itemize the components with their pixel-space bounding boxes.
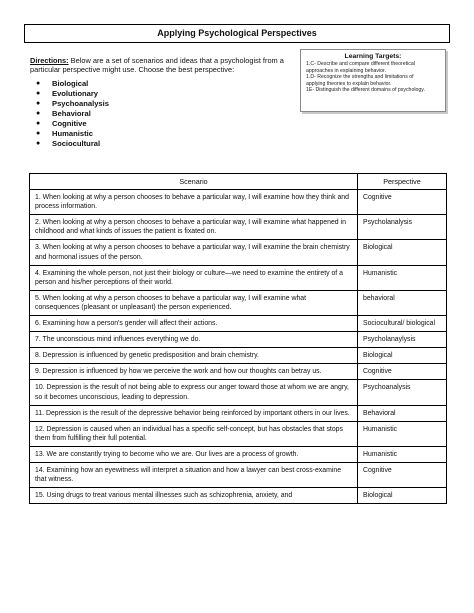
scenario-cell: 2. When looking at why a person chooses to behave a particular way, I will examine what happened in childhood and what kinds of issues the patient is fixated on. bbox=[30, 215, 358, 240]
bullet-icon: ● bbox=[36, 119, 41, 127]
bullet-icon: ● bbox=[36, 129, 41, 137]
perspective-list bbox=[36, 79, 300, 149]
perspective-label: Sociocultural bbox=[52, 138, 101, 148]
scenario-table bbox=[29, 173, 447, 504]
perspective-cell: behavioral bbox=[358, 290, 447, 315]
perspective-cell: Behavioral bbox=[358, 405, 447, 421]
perspective-cell: Humanistic bbox=[358, 446, 447, 462]
learning-target-line: 1.C- Describe and compare different theoretical bbox=[306, 61, 415, 67]
table-row bbox=[30, 380, 447, 405]
perspective-label: Cognitive bbox=[52, 118, 87, 128]
scenario-cell: 3. When looking at why a person chooses to behave a particular way, I will examine the brain chemistry and hormonal issues of the person. bbox=[30, 240, 358, 265]
perspective-item bbox=[36, 129, 300, 139]
scenario-cell: 11. Depression is the result of the depressive behavior being reinforced by important others in our lives. bbox=[30, 405, 358, 421]
directions-body: Below are a set of scenarios and ideas that a psychologist from a particular perspective might use. Choose the best perspective: bbox=[30, 56, 284, 75]
table-row bbox=[30, 215, 447, 240]
perspective-cell: Biological bbox=[358, 240, 447, 265]
table-row bbox=[30, 421, 447, 446]
perspective-item bbox=[36, 99, 300, 109]
perspective-label: Behavioral bbox=[52, 108, 91, 118]
table-row bbox=[30, 364, 447, 380]
perspective-label: Biological bbox=[52, 78, 89, 88]
table-row bbox=[30, 488, 447, 504]
learning-target-line: applying theories to explain behavior. bbox=[306, 80, 392, 87]
scenario-cell: 5. When looking at why a person chooses to behave a particular way, I will examine what consequences (pleasant or unpleasant) the person experienced. bbox=[30, 290, 358, 315]
scenario-cell: 1. When looking at why a person chooses to behave a particular way, I will examine how they think and process information. bbox=[30, 190, 358, 215]
perspective-label: Psychoanalysis bbox=[52, 98, 109, 108]
perspective-cell: Biological bbox=[358, 348, 447, 364]
learning-target-line: 1.D- Recognize the strengths and limitations of bbox=[306, 74, 414, 80]
scenario-cell: 4. Examining the whole person, not just their biology or culture—we need to examine the entirety of a person and his/her perceptions of their world. bbox=[30, 265, 358, 290]
table-row bbox=[30, 265, 447, 290]
table-row bbox=[30, 446, 447, 462]
perspective-cell: Cognitive bbox=[358, 364, 447, 380]
perspective-item bbox=[36, 109, 300, 119]
table-header-row bbox=[30, 174, 447, 190]
bullet-icon: ● bbox=[36, 79, 41, 87]
table-row bbox=[30, 290, 447, 315]
table-row bbox=[30, 348, 447, 364]
scenario-cell: 8. Depression is influenced by genetic predisposition and brain chemistry. bbox=[30, 348, 358, 364]
scenario-cell: 14. Examining how an eyewitness will interpret a situation and how a lawyer can best cross-examine that witness. bbox=[30, 462, 358, 487]
table-body bbox=[30, 190, 447, 504]
scenario-cell: 7. The unconscious mind influences everything we do. bbox=[30, 332, 358, 348]
scenario-cell: 9. Depression is influenced by how we perceive the work and how our thoughts can betray us. bbox=[30, 364, 358, 380]
perspective-cell: Sociocultural/ biological bbox=[358, 316, 447, 332]
table-row bbox=[30, 332, 447, 348]
table-row bbox=[30, 405, 447, 421]
perspective-label: Evolutionary bbox=[52, 88, 98, 98]
directions-block bbox=[30, 56, 300, 149]
learning-targets-title: Learning Targets: bbox=[344, 53, 402, 60]
perspective-item bbox=[36, 79, 300, 89]
learning-target-line: approaches in explaining behavior. bbox=[306, 67, 386, 74]
scenario-cell: 13. We are constantly trying to become who we are. Our lives are a process of growth. bbox=[30, 446, 358, 462]
table-row bbox=[30, 316, 447, 332]
perspective-cell: Psycholanaylysis bbox=[358, 332, 447, 348]
perspective-cell: Humanistic bbox=[358, 265, 447, 290]
directions-label: Directions: bbox=[30, 56, 69, 65]
perspective-cell: Cognitive bbox=[358, 190, 447, 215]
perspective-cell: Humanistic bbox=[358, 421, 447, 446]
directions-text bbox=[30, 56, 300, 75]
scenario-cell: 12. Depression is caused when an individual has a specific self-concept, but has obstacles that stops them from fulfilling their full potential. bbox=[30, 421, 358, 446]
bullet-icon: ● bbox=[36, 99, 41, 107]
learning-targets-list bbox=[306, 61, 440, 94]
header-perspective: Perspective bbox=[358, 174, 447, 190]
header-scenario: Scenario bbox=[30, 174, 358, 190]
scenario-cell: 15. Using drugs to treat various mental illnesses such as schizophrenia, anxiety, and bbox=[30, 488, 358, 504]
table-row bbox=[30, 240, 447, 265]
bullet-icon: ● bbox=[36, 139, 41, 147]
bullet-icon: ● bbox=[36, 109, 41, 117]
page-title: Applying Psychological Perspectives bbox=[24, 24, 450, 43]
learning-target-line: 1E- Distinguish the different domains of psychology. bbox=[306, 87, 425, 93]
perspective-cell: Cognitive bbox=[358, 462, 447, 487]
learning-targets-box bbox=[300, 49, 446, 112]
perspective-item bbox=[36, 119, 300, 129]
perspective-item bbox=[36, 139, 300, 149]
perspective-cell: Psycholanalysis bbox=[358, 215, 447, 240]
perspective-cell: Psychoanalysis bbox=[358, 380, 447, 405]
bullet-icon: ● bbox=[36, 89, 41, 97]
table-row bbox=[30, 462, 447, 487]
scenario-cell: 10. Depression is the result of not being able to express our anger toward those at whom we are angry, so it becomes unconscious, leading to depression. bbox=[30, 380, 358, 405]
table-row bbox=[30, 190, 447, 215]
perspective-label: Humanistic bbox=[52, 128, 93, 138]
scenario-cell: 6. Examining how a person's gender will affect their actions. bbox=[30, 316, 358, 332]
perspective-item bbox=[36, 89, 300, 99]
perspective-cell: Biological bbox=[358, 488, 447, 504]
